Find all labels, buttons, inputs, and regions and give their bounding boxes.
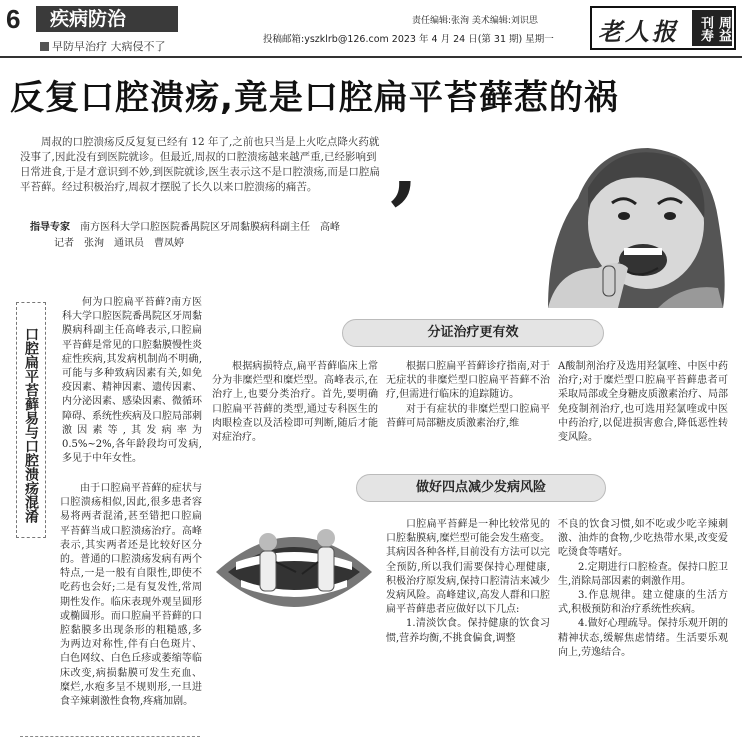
column-prevention-2 xyxy=(558,518,728,660)
quote-mark-icon: , xyxy=(390,118,419,214)
paragraph: 根据病损特点,扁平苔藓临床上常分为非糜烂型和糜烂型。高峰表示,在治疗上,也要分类治疗。首先,要明确口腔扁平苔藓的类型,通过专科医生的肉眼检查以及活检即可判断,随后才能对症治疗。 xyxy=(212,361,378,444)
email-issue-line: 投稿邮箱:yszklrb@126.com 2023 年 4 月 24 日(第 31 期) 星期一 xyxy=(263,34,554,45)
paragraph: 1.清淡饮食。保持健康的饮食习惯,营养均衡,不挑食偏食,调整 xyxy=(386,618,550,644)
expert-label: 指导专家 xyxy=(30,222,70,233)
page-header xyxy=(0,0,742,56)
paragraph: A酸制剂治疗及选用羟氯喹、中医中药治疗;对于糜烂型口腔扁平苔藓患者可采取局部或全身糖皮质激素治疗、局部免疫制剂治疗,也可选用羟氯喹或中医中药治疗,以促进损害愈合,降低恶性转变风险。 xyxy=(558,361,728,444)
paragraph: 4.做好心理疏导。保持乐观开朗的精神状态,缓解焦虑情绪。生活要乐观向上,劳逸结合。 xyxy=(558,618,728,658)
bottom-dashed-divider xyxy=(20,736,200,737)
mouth-doctors-illustration xyxy=(206,512,382,630)
column-treatment-3 xyxy=(558,360,728,445)
paragraph: 不良的饮食习惯,如不吃或少吃辛辣刺激、油炸的食物,少吃热带水果,改变爱吃烫食等嗜好。 xyxy=(558,519,728,559)
paragraph: 何为口腔扁平苔藓?南方医科大学口腔医院番禺院区牙周黏膜病科副主任高峰表示,口腔扁平苔藓是常见的口腔黏膜慢性炎症性疾病,其发病机制尚不明确,可能与多种致病因素有关,如免疫因素、精神因素、遗传因素、内分泌因素、感染因素、微循环障碍、系统性疾病及口腔局部刺激因素等,其发病率为0.5%~2%,各年龄段均可发病,多见于中年女性。 xyxy=(62,297,202,465)
reporters-line: 记者 张洵 通讯员 曹凤婷 xyxy=(54,238,184,249)
subhead-prevention: 做好四点减少发病风险 xyxy=(356,474,606,502)
subhead-treatment: 分证治疗更有效 xyxy=(342,319,604,347)
masthead-name: 老人报 xyxy=(598,17,679,46)
newspaper-masthead xyxy=(590,6,736,50)
section-title: 疾病防治 xyxy=(36,6,178,32)
column-intro-continued xyxy=(60,482,202,708)
header-rule xyxy=(0,56,742,58)
editors-line: 责任编辑:张洵 美术编辑:刘识思 xyxy=(412,16,538,26)
article-headline: 反复口腔溃疡,竟是口腔扁平苔藓惹的祸 xyxy=(10,78,619,118)
masthead-weekly xyxy=(692,10,732,46)
page-number: 6 xyxy=(6,4,21,34)
column-treatment-1 xyxy=(212,360,378,445)
article-lead: 周叔的口腔溃疡反反复复已经有 12 年了,之前也只当是上火吃点降火药就没事了,因此没有到医院就诊。但最近,周叔的口腔溃疡越来越严重,已经影响到日常进食,于是才意识到不妙,到医院就诊,医生表示这不是口腔溃疡,而是口腔扁平苔藓。经过积极治疗,周叔才摆脱了长久以来口腔溃疡的痛苦。 xyxy=(20,136,380,193)
woman-illustration xyxy=(508,118,736,308)
column-treatment-2 xyxy=(386,360,550,431)
masthead-weekly-text: 周益刊寿 xyxy=(698,15,731,42)
paragraph: 口腔扁平苔藓是一种比较常见的口腔黏膜病,糜烂型可能会发生癌变。其病因各种各样,目前没有方法可以完全预防,所以我们需要保持心理健康,积极治疗原发病,保持口腔清洁来减少发病风险。高峰建议,高发人群和口腔扁平苔藓患者应做好以下几点: xyxy=(386,519,550,616)
column-prevention-1 xyxy=(386,518,550,646)
paragraph: 2.定期进行口腔检查。保持口腔卫生,消除局部因素的刺激作用。 xyxy=(558,561,728,587)
side-vertical-title: 口腔扁平苔藓易与口腔溃疡混淆 xyxy=(16,302,46,538)
paragraph: 根据口腔扁平苔藓诊疗指南,对于无症状的非糜烂型口腔扁平苔藓不治疗,但需进行临床的追踪随访。 xyxy=(386,361,550,401)
tagline-text: 早防早治疗 大病侵不了 xyxy=(52,40,166,53)
paragraph: 对于有症状的非糜烂型口腔扁平苔藓可局部糖皮质激素治疗,维 xyxy=(386,403,550,429)
square-bullet-icon xyxy=(40,42,49,51)
paragraph: 3.作息规律。建立健康的生活方式,积极预防和治疗系统性疾病。 xyxy=(558,590,728,616)
expert-credit xyxy=(30,220,340,252)
expert-text: 南方医科大学口腔医院番禺院区牙周黏膜病科副主任 高峰 xyxy=(80,222,340,233)
paragraph: 由于口腔扁平苔藓的症状与口腔溃疡相似,因此,很多患者容易将两者混淆,甚至错把口腔扁平苔藓当成口腔溃疡治疗。高峰表示,其实两者还是比较好区分的。普通的口腔溃疡发病有两个特点,一是一般有自限性,即使不吃药也会好;二是有复发性,常周期性发作。临床表现外观呈圆形或椭圆形。而口腔扁平苔藓的口腔黏膜多出现条形的粗糙感,多为两边对称性,伴有白色斑片、白色网纹、白色丘疹或萎缩等临床改变,病损黏膜可发生充血、糜烂,水疱多呈不规则形,一旦进食辛辣刺激性食物,疼痛加剧。 xyxy=(60,483,202,708)
section-tagline xyxy=(40,38,166,54)
column-intro xyxy=(62,296,202,466)
expert-line xyxy=(30,220,340,236)
